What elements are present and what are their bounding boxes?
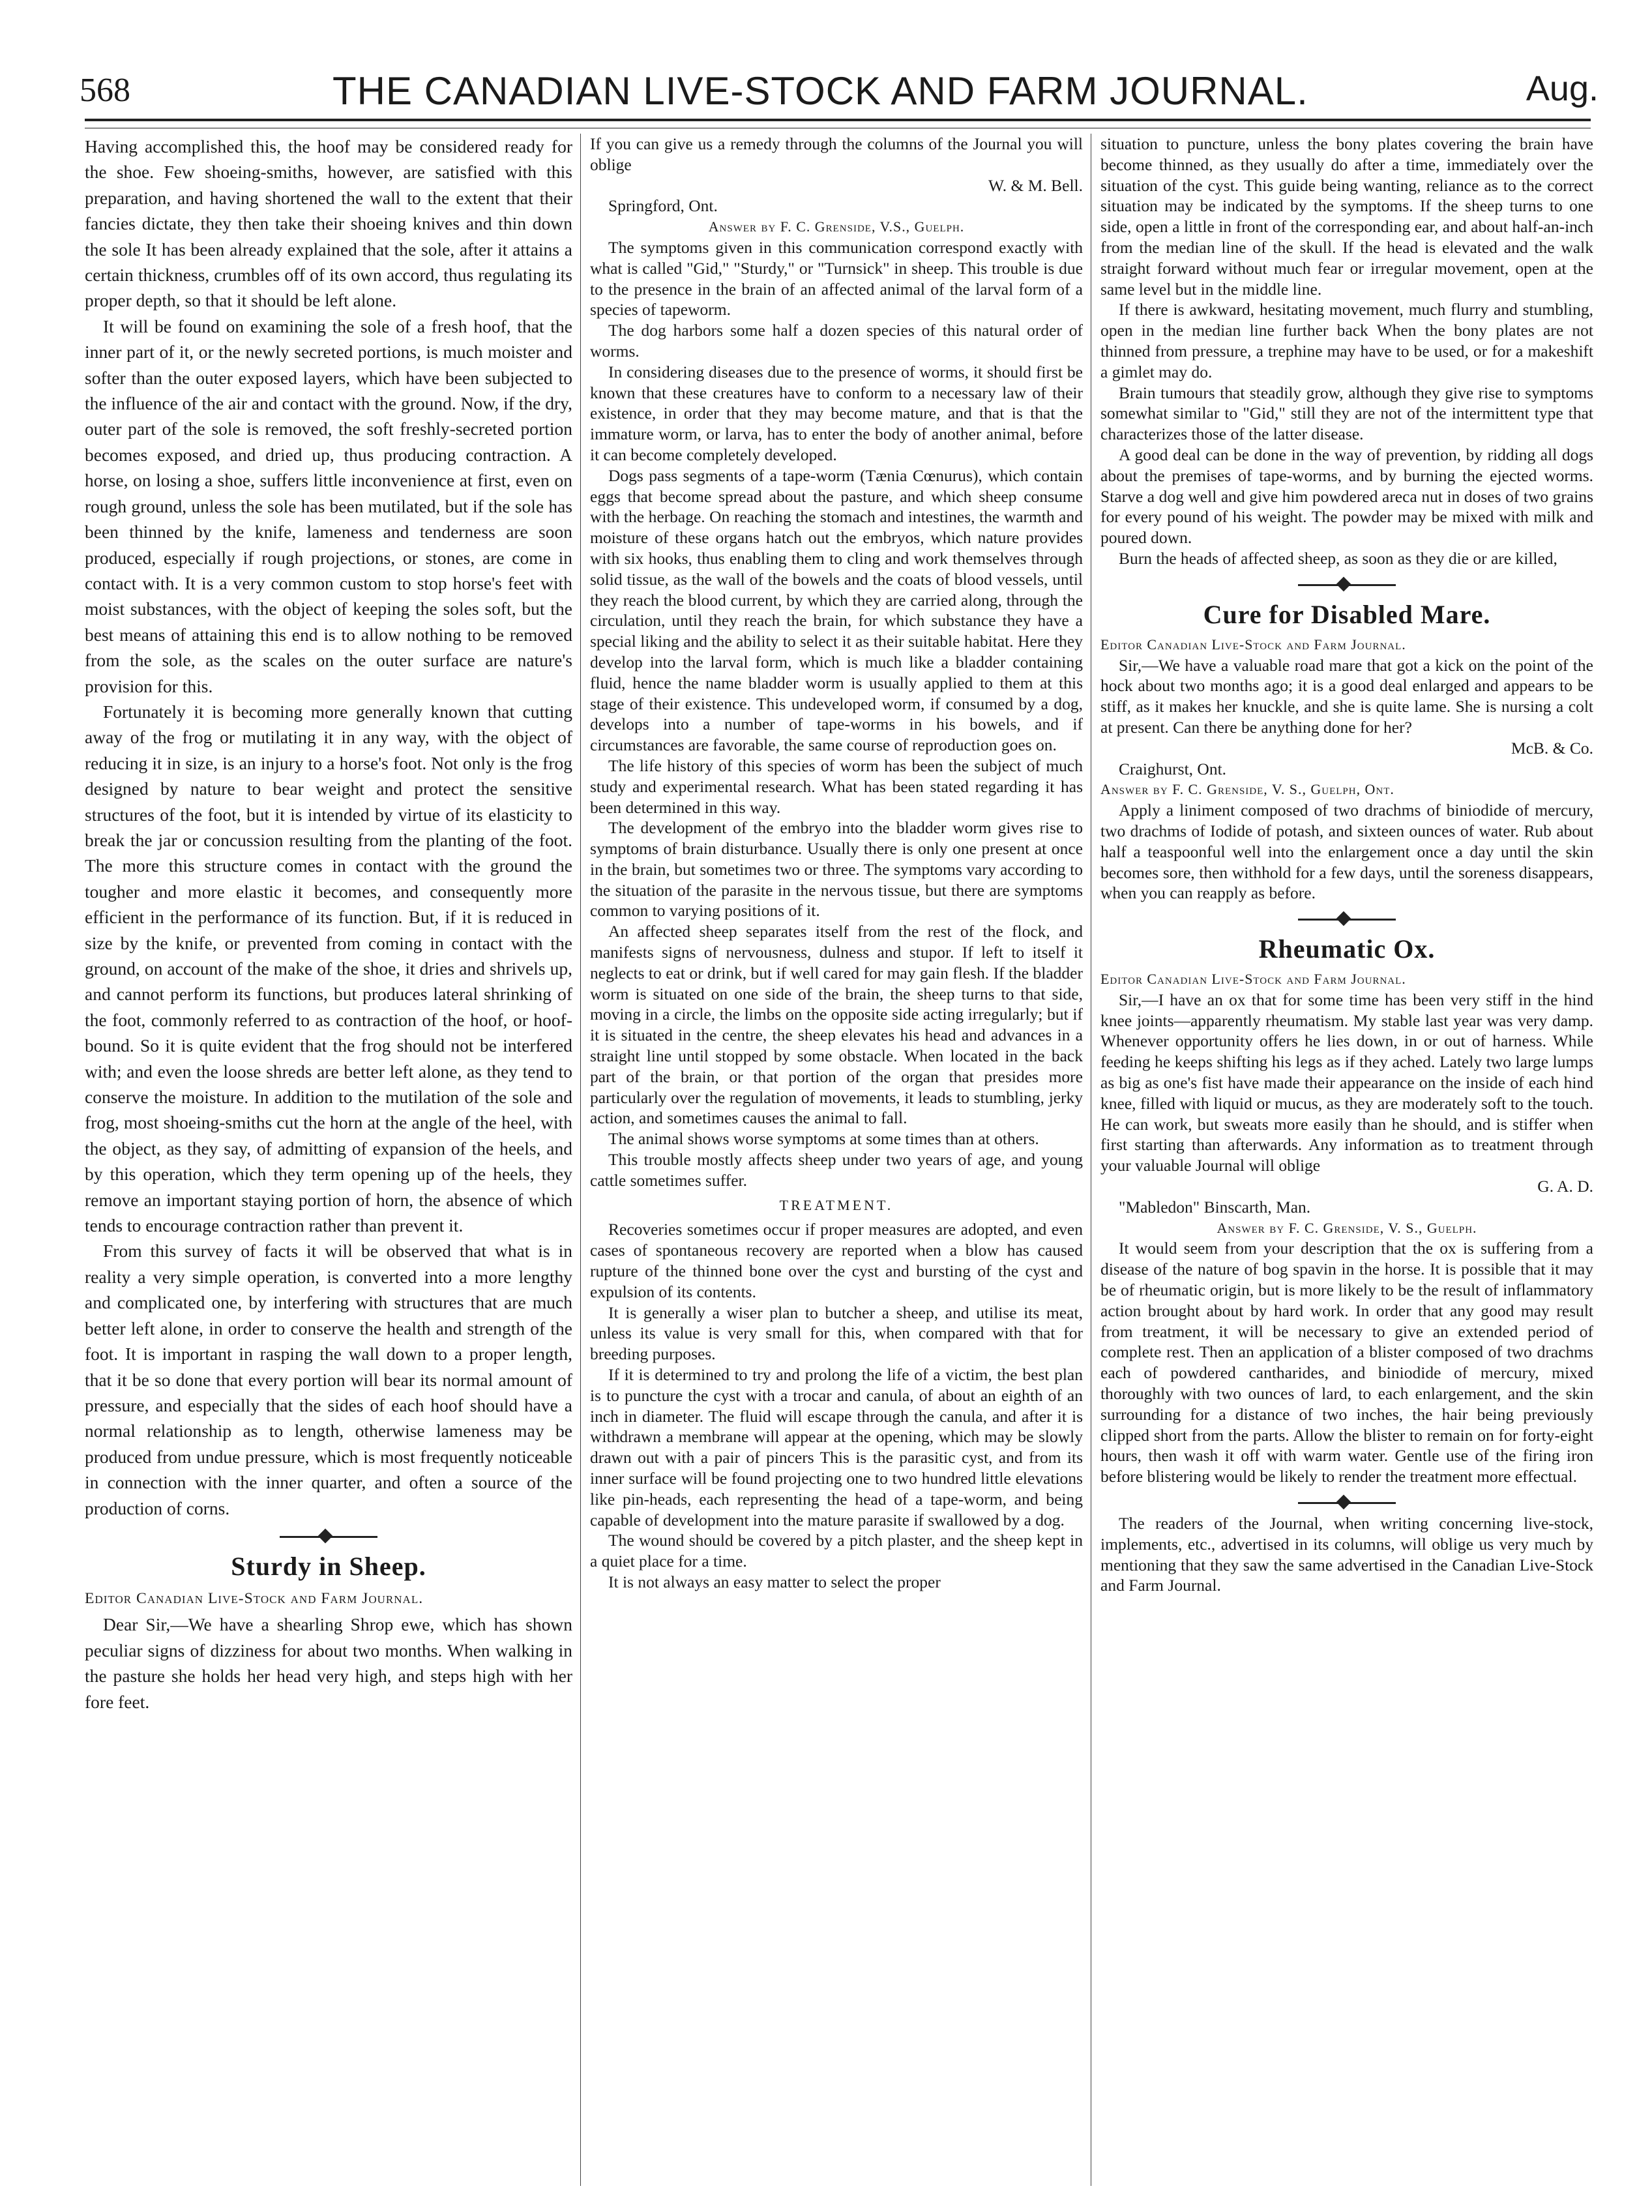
article-paragraph: Recoveries sometimes occur if proper measures are adopted, and even cases of spontaneous recovery are reported when a blow has caused rupture of the thinned bone over the cyst and bursting of the cyst and expulsion of its contents. bbox=[590, 1220, 1083, 1301]
letter-end: If you can give us a remedy through the columns of the Journal you will oblige bbox=[590, 134, 1083, 174]
editor-address: Editor Canadian Live-Stock and Farm Journal. bbox=[1100, 971, 1406, 988]
letter-body: Dear Sir,—We have a shearling Shrop ewe, which has shown peculiar signs of dizziness for about two months. When walking in the pasture she holds her head very high, and steps high with her fore feet. bbox=[85, 1614, 572, 1712]
article-paragraph: It will be found on examining the sole of a fresh hoof, that the inner part of it, or the newly secreted portions, is much moister and softer than the outer exposed layers, which have been subjected to the influence of the air and contact with the ground. Now, if the dry, outer part of the sole is removed, the soft freshly-secreted portion becomes exposed, and dried up, thus producing contraction. A horse, on losing a shoe, suffers little inconvenience at first, even on rough ground, unless the sole has been mutilated, but if the sole has been thinned by the knife, lameness and tenderness are soon produced, especially if rough projections, or stones, are come in contact with. It is a very common custom to stop horse's feet with moist substances, with the object of keeping the soles soft, but the best means of attaining this end is to allow nothing to be removed from the sole, as the scales on the outer surface are nature's provision for this. bbox=[85, 316, 572, 696]
article-paragraph: In considering diseases due to the presence of worms, it should first be known that these creatures have to conform to a necessary law of their existence, in order that they may become mature, and that is that the immature worm, or larva, has to enter the body of another animal, before it can become completely developed. bbox=[590, 362, 1083, 464]
column-divider bbox=[580, 134, 581, 2186]
article-paragraph: A good deal can be done in the way of prevention, by ridding all dogs about the premises of tape-worms, and by burning the ejected worms. Starve a dog well and give him powdered areca nut in doses of two grains for every pound of his weight. The powder may be mixed with milk and poured down. bbox=[1100, 445, 1593, 548]
letter-place: Springford, Ont. bbox=[608, 196, 718, 216]
column-3 bbox=[1100, 134, 1593, 2176]
article-paragraph: It is not always an easy matter to select the proper bbox=[608, 1572, 941, 1591]
letter-signature: G. A. D. bbox=[1537, 1177, 1593, 1196]
ox-heading: Rheumatic Ox. bbox=[1258, 934, 1436, 964]
closing-notice: The readers of the Journal, when writing concerning live-stock, implements, etc., advertised in its columns, will oblige us very much by mentioning that they saw the same advertised in the Canadian Live-Stock and Farm Journal. bbox=[1100, 1514, 1593, 1595]
article-paragraph: It is generally a wiser plan to butcher a sheep, and utilise its meat, unless its value is very small for this, when compared with that for breeding purposes. bbox=[590, 1303, 1083, 1364]
answer-body: Apply a liniment composed of two drachms of biniodide of mercury, two drachms of Iodide of potash, and sixteen ounces of water. Rub about half a teaspoonful well into the enlargement once a day until the skin becomes sore, then withhold for a few days, until the soreness disappears, when you can reapply as before. bbox=[1100, 801, 1593, 903]
article-paragraph: The wound should be covered by a pitch plaster, and the sheep kept in a quiet place for a time. bbox=[590, 1531, 1083, 1571]
section-divider bbox=[1298, 578, 1396, 591]
mare-heading: Cure for Disabled Mare. bbox=[1203, 599, 1491, 629]
treatment-heading: TREATMENT. bbox=[779, 1196, 894, 1213]
letter-body bbox=[590, 134, 1083, 196]
article-paragraph: From this survey of facts it will be observed that what is in reality a very simple operation, is converted into a more lengthy and complicated one, by interfering with structures that are much better left alone, in order to conserve the health and strength of the foot. It is important in rasping the wall down to a proper length, that it be so done that every portion will bear its normal amount of pressure, and especially that the sides of each hoof should have a normal relationship as to length, otherwise lameness may be produced from undue pressure, which is most frequently noticeable in connection with the inner quarter, and often a source of the production of corns. bbox=[85, 1241, 572, 1518]
article-paragraph: The development of the embryo into the bladder worm gives rise to symptoms of brain disturbance. Usually there is only one present at once in the brain, but sometimes two or three. The symptoms vary according to the situation of the parasite in the nervous tissue, but there are symptoms common to varying positions of it. bbox=[590, 818, 1083, 921]
answer-line: Answer by F. C. Grenside, V.S., Guelph. bbox=[708, 218, 965, 235]
article-paragraph: If it is determined to try and prolong the life of a victim, the best plan is to puncture the cyst with a trocar and canula, of about an eighth of an inch in diameter. The fluid will escape through the canula, and after it is withdrawn a membrane will appear at the opening, which may be slowly drawn out with a pair of pincers This is the parasitic cyst, and from its inner surface will be found projecting one to two hundred little elevations like pin-heads, each representing the head of a tape-worm, and being capable of development into the mature parasite if swallowed by a dog. bbox=[590, 1365, 1083, 1529]
letter-signature: W. & M. Bell. bbox=[988, 175, 1083, 195]
article-paragraph: Brain tumours that steadily grow, although they give rise to symptoms somewhat similar to "Gid," still they are not of the intermittent type that characterizes those of the latter disease. bbox=[1100, 383, 1593, 444]
article-paragraph: Fortunately it is becoming more generally known that cutting away of the frog or mutilating it in any way, with the object of reducing it in size, is an injury to a horse's foot. Not only is the frog designed by nature to bear weight and protect the sensitive structures of the foot, but it is intended by virtue of its elasticity to break the jar or concussion resulting from the planting of the foot. The more this structure comes in contact with the ground the tougher and more elastic it becomes, and consequently more efficient in the performance of its function. But, if it is reduced in size by the knife, or prevented from coming in contact with the ground, on account of the make of the shoe, it dries and shrivels up, and cannot perform its functions, but produces lateral shrinking of the foot, commonly referred to as contraction of the hoof, or hoof-bound. So it is quite evident that the frog should not be interfered with; and even the loose shreds are better left alone, as they tend to conserve the moisture. In addition to the mutilation of the sole and frog, most shoeing-smiths cut the horn at the angle of the heel, with the object, as they say, of admitting of expansion of the heels, and by this operation, which they term opening up of the heels, they remove an important staying portion of horn, the absence of which tends to encourage contraction rather than prevent it. bbox=[85, 701, 572, 1236]
article-paragraph: This trouble mostly affects sheep under two years of age, and young cattle sometimes suffer. bbox=[590, 1150, 1083, 1190]
journal-title: THE CANADIAN LIVE-STOCK AND FARM JOURNAL. bbox=[332, 69, 1308, 113]
ox-letter: Sir,—I have an ox that for some time has been very stiff in the hind knee joints—apparently rheumatism. My stable last year was very damp. Whenever opportunity offers he lies down, in or out of harness. While feeding he keeps shifting his legs as if they ached. Lately two large lumps as big as one's fist have made their appearance on the inside of each hind knee, filled with liquid or mucus, as they are moderately soft to the touch. He can work, but sweats more easily than he should, and is stiffer when first starting than afterwards. Any information as to treatment through your valuable Journal will oblige bbox=[1100, 990, 1593, 1175]
article-paragraph: Burn the heads of affected sheep, as soon as they die or are killed, bbox=[1119, 548, 1557, 568]
column-2 bbox=[590, 134, 1083, 2176]
editor-address: Editor Canadian Live-Stock and Farm Journal. bbox=[85, 1589, 424, 1607]
answer-line: Answer by F. C. Grenside, V. S., Guelph, Ont. bbox=[1100, 781, 1394, 798]
answer-line: Answer by F. C. Grenside, V. S., Guelph. bbox=[1217, 1219, 1477, 1236]
letter-place: Craighurst, Ont. bbox=[1119, 759, 1227, 778]
letter-body bbox=[1100, 990, 1593, 1197]
column-1 bbox=[85, 134, 572, 2176]
article-paragraph: The symptoms given in this communication correspond exactly with what is called "Gid," "Sturdy," or "Turnsick" in sheep. This trouble is due to the presence in the brain of an affected animal of the larval form of a species of tapeworm. bbox=[590, 237, 1083, 319]
section-divider bbox=[1298, 1496, 1396, 1509]
article-paragraph: An affected sheep separates itself from the rest of the flock, and manifests signs of nervousness, dulness and stupor. If left to itself it neglects to eat or drink, but if well cared for may gain flesh. If the bladder worm is situated on one side of the brain, the sheep turns to that side, moving in a circle, the limbs on the opposite side acting irregularly; but if it is situated in the centre, the sheep elevates his head and advances in a straight line until stopped by some obstacle. When located in the back part of the brain, or that portion of the organ that presides more particularly over the regulation of movements, it leads to stumbling, jerky action, and sometimes causes the animal to fall. bbox=[590, 922, 1083, 1128]
editor-address: Editor Canadian Live-Stock and Farm Journal. bbox=[1100, 636, 1406, 653]
page-number: 568 bbox=[80, 72, 130, 109]
issue-month: Aug. bbox=[1526, 69, 1599, 108]
letter-place: "Mabledon" Binscarth, Man. bbox=[1119, 1197, 1311, 1217]
sturdy-heading: Sturdy in Sheep. bbox=[231, 1551, 426, 1581]
article-paragraph: The dog harbors some half a dozen species of this natural order of worms. bbox=[590, 321, 1083, 361]
section-divider bbox=[280, 1530, 377, 1543]
header-rule bbox=[85, 119, 1591, 128]
page-header bbox=[65, 68, 1610, 121]
section-divider bbox=[1298, 913, 1396, 926]
article-paragraph: Having accomplished this, the hoof may be considered ready for the shoe. Few shoeing-smiths, however, are satisfied with this preparation, and having shortened the wall to the extent that their fancies dictate, they then take their shoeing knives and thin down the sole It has been already explained that the sole, after it attains a certain thickness, crumbles off of its own accord, thus regulating its proper depth, so that it should be left alone. bbox=[85, 136, 572, 311]
article-paragraph: The life history of this species of worm has been the subject of much study and experimental research. What has been stated regarding it has been determined in this way. bbox=[590, 756, 1083, 817]
article-paragraph: Dogs pass segments of a tape-worm (Tænia Cœnurus), which contain eggs that become spread about the pasture, and which sheep consume with the herbage. On reaching the stomach and intestines, the warmth and moisture of these organs hatch out the embryos, which nature provides with six hooks, thus enabling them to cling and work themselves through solid tissue, as the wall of the bowels and the coats of blood vessels, until they reach the blood current, by which they are carried along, through the circulation, until they reach the brain, for which substance they have a special liking and the ability to select it as their suitable habitat. Here they develop into the larval form, which is much like a bladder containing fluid, hence the name bladder worm is usually applied to them at this stage of their existence. This undeveloped worm, if consumed by a dog, develops into a number of tape-worms in his bowels, and if circumstances are favorable, the same course of reproduction goes on. bbox=[590, 465, 1083, 755]
article-paragraph: If there is awkward, hesitating movement, much flurry and stumbling, open in the median line further back When the bony plates are not thinned from pressure, a trephine may have to be used, or for a makeshift a gimlet may do. bbox=[1100, 300, 1593, 381]
article-paragraph: situation to puncture, unless the bony plates covering the brain have become thinned, as they usually do after a time, immediately over the situation of the cyst. This guide being wanting, reliance as to the correct situation may be indicated by the symptoms. If the sheep turns to one side, open a little in front of the corresponding ear, and about half-an-inch from the median line of the skull. If the head is elevated and the walk straight forward without much fear or irregular movement, open at the same level but in the middle line. bbox=[1100, 134, 1593, 299]
answer-body: It would seem from your description that the ox is suffering from a disease of the nature of bog spavin in the horse. It is possible that it may be of rheumatic origin, but is more likely to be the result of inflammatory action brought about by hard work. In order that any good may result from treatment, it will be necessary to give an extended period of complete rest. Then an application of a blister composed of two drachms each of powdered cantharides, and biniodide of mercury, mixed thoroughly with two ounces of lard, to each enlargement, and the skin surrounding for a distance of two inches, the hair being previously clipped short from the parts. Allow the blister to remain on for forty-eight hours, then wash it off with warm water. Gentle use of the firing iron before blistering would be likely to render the treatment more effectual. bbox=[1100, 1239, 1593, 1486]
mare-letter: Sir,—We have a valuable road mare that got a kick on the point of the hock about two months ago; it is a good deal enlarged and appears to be stiff, as it makes her knuckle, and she is quite lame. She is nursing a colt at present. Can there be anything done for her? bbox=[1100, 655, 1593, 737]
article-paragraph: The animal shows worse symptoms at some times than at others. bbox=[608, 1129, 1039, 1149]
letter-signature: McB. & Co. bbox=[1511, 738, 1593, 758]
letter-body bbox=[1100, 655, 1593, 759]
